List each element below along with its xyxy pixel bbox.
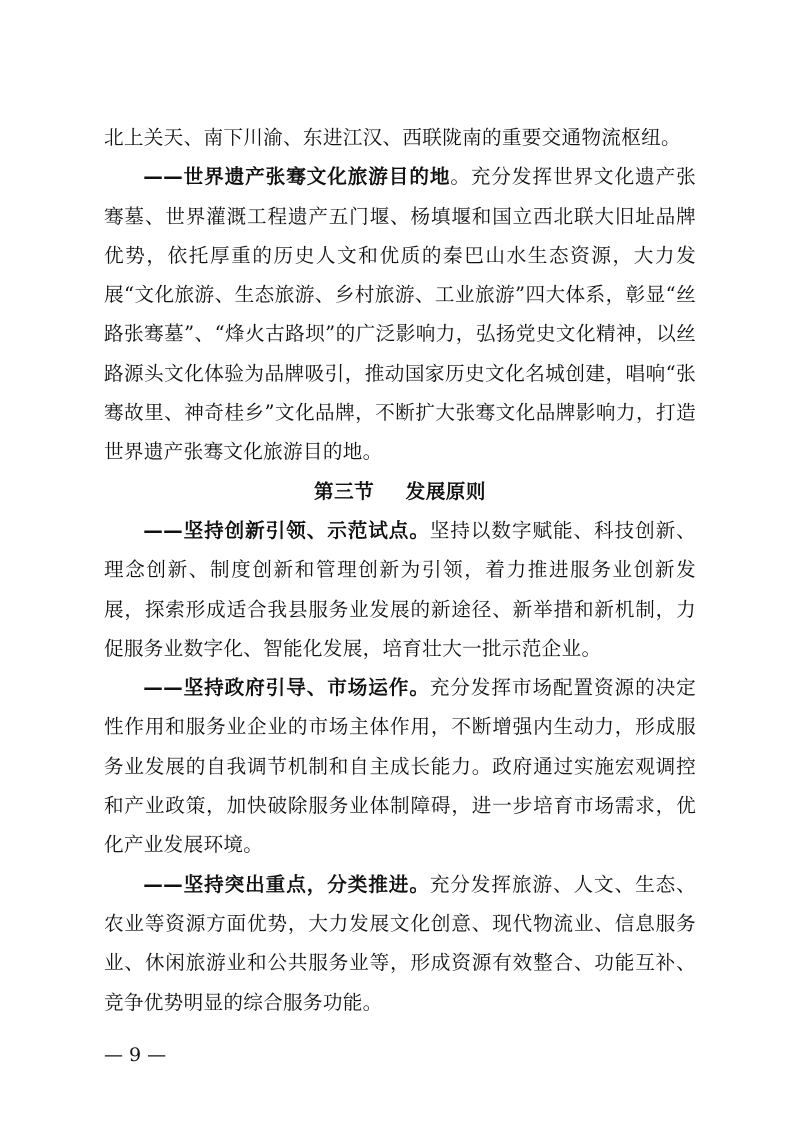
principle-text: 坚持以数字赋能、科技创新、理念创新、制度创新和管理创新为引领，着力推进服务业创新发展，探索形成适合我县服务业发展的新途径、新举措和新机制，力促服务业数字化、智能化发展，培育壮大一批示范企业。 xyxy=(104,518,697,660)
section-heading xyxy=(104,472,696,511)
principle-text: 充分发挥市场配置资源的决定性作用和服务业企业的市场主体作用，不断增强内生动力，形成服务业发展的自我调节机制和自主成长能力。政府通过实施宏观调控和产业政策，加快破除服务业体制障碍，进一步培育市场需求，优化产业发展环境。 xyxy=(104,676,697,857)
section-number: 第三节 xyxy=(313,479,375,503)
principle-innovation xyxy=(104,511,696,668)
paragraph-lead: ——世界遗产张骞文化旅游目的地 xyxy=(143,165,451,189)
principle-government-market xyxy=(104,668,696,864)
principle-key-focus xyxy=(104,865,696,1022)
principle-lead: ——坚持创新引领、示范试点。 xyxy=(143,518,430,542)
document-body xyxy=(104,118,696,1022)
paragraph-text: 北上关天、南下川渝、东进江汉、西联陇南的重要交通物流枢纽。 xyxy=(104,126,681,149)
page-number: — 9 — xyxy=(104,1044,167,1066)
paragraph-transport-hub xyxy=(104,118,696,157)
principle-lead: ——坚持突出重点，分类推进。 xyxy=(143,872,430,896)
paragraph-text: 。充分发挥世界文化遗产张骞墓、世界灌溉工程遗产五门堰、杨填堰和国立西北联大旧址品牌优势，依托厚重的历史人文和优质的秦巴山水生态资源，大力发展“文化旅游、生态旅游、乡村旅游、工业旅游”四大体系，彰显“丝路张骞墓”、“烽火古路坝”的广泛影响力，弘扬党史文化精神，以丝路源头文化体验为品牌吸引，推动国家历史文化名城创建，唱响“张骞故里、神奇桂乡”文化品牌，不断扩大张骞文化品牌影响力，打造世界遗产张骞文化旅游目的地。 xyxy=(104,165,696,464)
section-title: 发展原则 xyxy=(405,479,486,503)
principle-text: 充分发挥旅游、人文、生态、农业等资源方面优势，大力发展文化创意、现代物流业、信息服务业、休闲旅游业和公共服务业等，形成资源有效整合、功能互补、竞争优势明显的综合服务功能。 xyxy=(104,872,697,1014)
principle-lead: ——坚持政府引导、市场运作。 xyxy=(143,676,430,700)
paragraph-zhangqian-tourism xyxy=(104,157,696,471)
